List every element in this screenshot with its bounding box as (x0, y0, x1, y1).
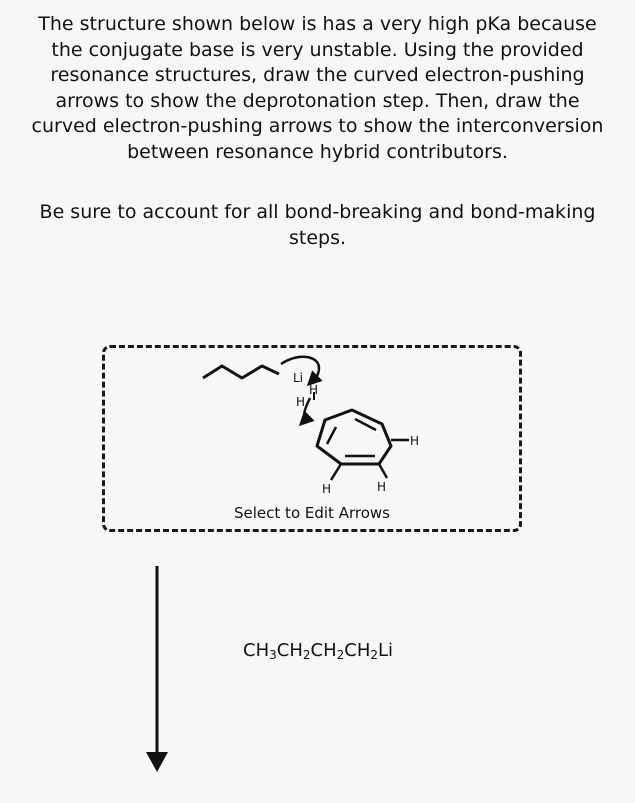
arrow-editor-box[interactable] (102, 345, 522, 532)
h-bond-bottom-left (331, 464, 341, 480)
hydrogen-label: H (309, 383, 319, 397)
question-line: between resonance hybrid contributors. (127, 140, 508, 163)
instruction-line: Be sure to account for all bond-breaking and bond-making (39, 201, 596, 223)
h-bond-bottom-right (379, 464, 387, 478)
formula-part: CH (276, 640, 303, 661)
formula-part: CH (243, 640, 270, 661)
question-line: the conjugate base is very unstable. Using the provided (51, 38, 584, 61)
instruction-line: steps. (288, 226, 347, 249)
question-line: The structure shown below is has a very high pKa because (38, 13, 597, 35)
ring-double-bond (327, 427, 336, 444)
formula-subscript: 3 (269, 648, 277, 662)
formula-part: CH (310, 640, 337, 661)
question-line: resonance structures, draw the curved electron-pushing (50, 64, 585, 86)
hydrogen-label: H (296, 395, 306, 409)
hydrogen-label: H (322, 482, 332, 496)
instruction-text (10, 200, 625, 251)
formula-subscript: 2 (302, 648, 311, 662)
reagent-formula (243, 640, 393, 662)
formula-subscript: 2 (370, 648, 378, 662)
question-text (10, 12, 625, 165)
formula-part: Li (378, 640, 394, 661)
reaction-arrow-head (146, 752, 168, 772)
lithium-label: Li (293, 371, 304, 385)
molecule-structure (105, 348, 525, 498)
hydrogen-label: H (377, 480, 387, 494)
question-line: curved electron-pushing arrows to show the interconversion (31, 115, 604, 137)
butyl-chain-bonds (203, 366, 279, 378)
formula-part: CH (344, 640, 371, 661)
question-line: arrows to show the deprotonation step. Then, draw the (55, 89, 580, 112)
edit-arrows-label[interactable]: Select to Edit Arrows (234, 504, 390, 522)
formula-subscript: 2 (336, 648, 345, 662)
hydrogen-label: H (410, 434, 420, 448)
